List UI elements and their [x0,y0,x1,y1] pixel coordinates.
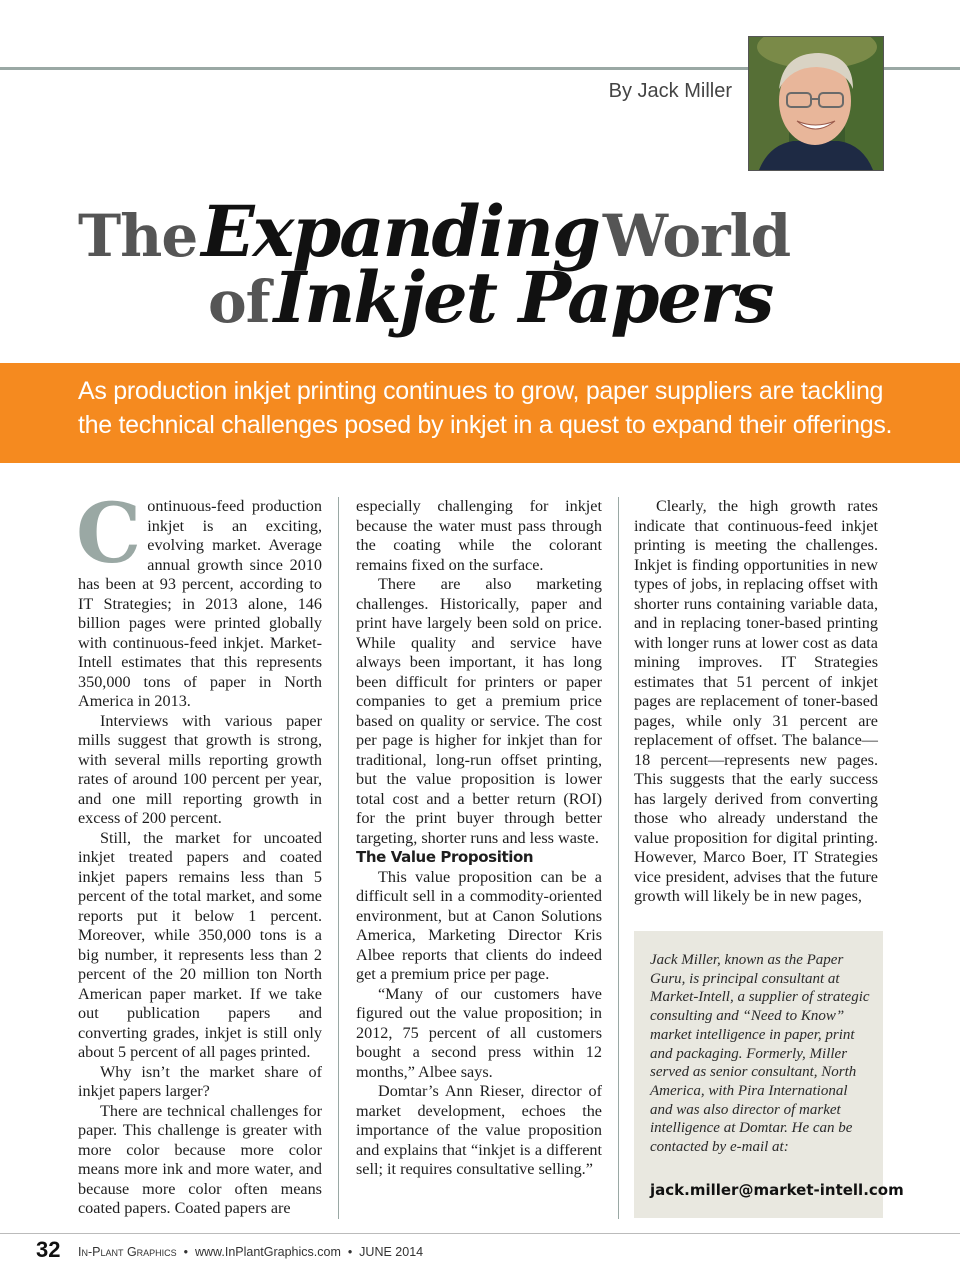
article-column-3 [634,497,878,907]
paragraph-text: ontinuous-feed production inkjet is an exciting, evolving market. Average annual growth since 2010 has been at 93 percent, according to IT Strategies; in 2013 alone, 146 billion pages were printed globally with continuous-feed inkjet. Market-Intell estimates that this represents 350,000 tons of paper in North America in 2013. [78,497,322,710]
top-rule-right [884,67,960,70]
paragraph: Still, the market for uncoated inkjet treated papers and coated inkjet papers remains less than 5 percent of the total market, and some reports put it below 1 percent. Moreover, while 350,000 tons is a big number, it represents less than 2 percent of the 20 million ton North American paper market. If we take out publication papers and converting grades, inkjet is still only about 5 percent of all pages printed. [78,828,322,1061]
top-rule [0,67,748,70]
headline-word-the: The [78,202,198,270]
paragraph: Why isn’t the market share of inkjet papers larger? [78,1062,322,1100]
deck-banner [0,363,960,463]
paragraph: Domtar’s Ann Rieser, director of market development, echoes the importance of the value proposition and explains that “inkjet is a different sell; it requires consultative selling.” [356,1082,602,1178]
author-photo-image [749,37,883,170]
paragraph: There are also marketing challenges. Historically, paper and print have largely been sold on price. While quality and service have always been important, it has long been difficult for printers or paper companies to get a premium price based on quality or service. The cost per page is higher for inkjet than for traditional, long-run offset printing, but the value proposition is lower total cost and a better return (ROI) for the print buyer through better targeting, shorter runs and less waste. [356,575,602,847]
paragraph: Interviews with various paper mills suggest that growth is strong, with several mills reporting growth rates of around 100 percent per year, and one mill reporting growth in excess of 200 percent. [78,711,322,827]
website-link[interactable]: www.InPlantGraphics.com [194,1245,341,1259]
drop-cap: C [76,486,142,582]
issue-date: JUNE 2014 [359,1245,424,1259]
paragraph: This value proposition can be a difficult sell in a commodity-oriented environment, but at Canon Solutions America, Marketing Director Kris Albee reports that clients do indeed get a premium price per page. [356,867,602,983]
footer-bullet: • [183,1245,189,1259]
footer-rule [0,1233,960,1234]
paragraph: Clearly, the high growth rates indicate that continuous-feed inkjet printing is meeting the challenges. Inkjet is finding opportunities in new types of jobs, in replacing offset with shorter runs containing variable data, and in replacing toner-based printing with longer runs at lower cost as data mining improves. IT Strategies estimates that 51 percent of inkjet pages are replacement of toner-based pages, while only 31 percent are replacement of offset. The balance—18 percent—represents new pages. This suggests that the early success has largely derived from converting those who already understand the value proposition for digital printing. However, Marco Boer, IT Strategies vice president, advises that the future growth will likely be in new pages, [634,497,878,905]
article-column-1 [76,486,322,1219]
headline-word-expanding: Expanding [201,190,599,273]
headline-word-world: World [602,202,791,270]
author-email-link[interactable]: jack.miller@market-intell.com [650,1181,904,1199]
paragraph: especially challenging for inkjet because the water must pass through the coating while the colorant remains fixed on the surface. [356,497,602,574]
subhead: The Value Proposition [356,848,534,866]
paragraph [76,486,322,712]
column-divider [338,497,339,1219]
article-column-2 [356,497,602,1180]
footer [78,1245,423,1259]
byline: By Jack Miller [608,80,732,102]
publication-name: In-Plant Graphics [78,1245,177,1259]
headline-word-of: of [208,268,270,336]
headline-words-inkjet-papers: Inkjet Papers [273,256,773,339]
author-photo [748,36,884,171]
author-bio-text: Jack Miller, known as the Paper Guru, is principal consultant at Market-Intell, a supplier of strategic consulting and “Need to Know” market intelligence in paper, print and packaging. Formerly, Miller served as senior consultant, North America, with Pira International and was also director of market intelligence at Domtar. He can be contacted by e-mail at: [650,952,870,1156]
headline [0,180,960,339]
headline-line-2 [208,256,772,339]
page-number: 32 [36,1237,61,1262]
paragraph: There are technical challenges for paper. This challenge is greater with more color because more color means more ink and more water, and because more color often means coated papers. Coated papers are [78,1101,322,1217]
paragraph: “Many of our customers have figured out the value proposition; in 2012, 75 percent of all customers bought a second press within 12 months,” Albee says. [356,984,602,1081]
deck-text: As production inkjet printing continues to grow, paper suppliers are tackling the technical challenges posed by inkjet in a quest to expand their offerings. [78,377,893,439]
footer-bullet: • [347,1245,353,1259]
author-bio-box [634,931,904,1218]
column-divider [618,497,619,1219]
